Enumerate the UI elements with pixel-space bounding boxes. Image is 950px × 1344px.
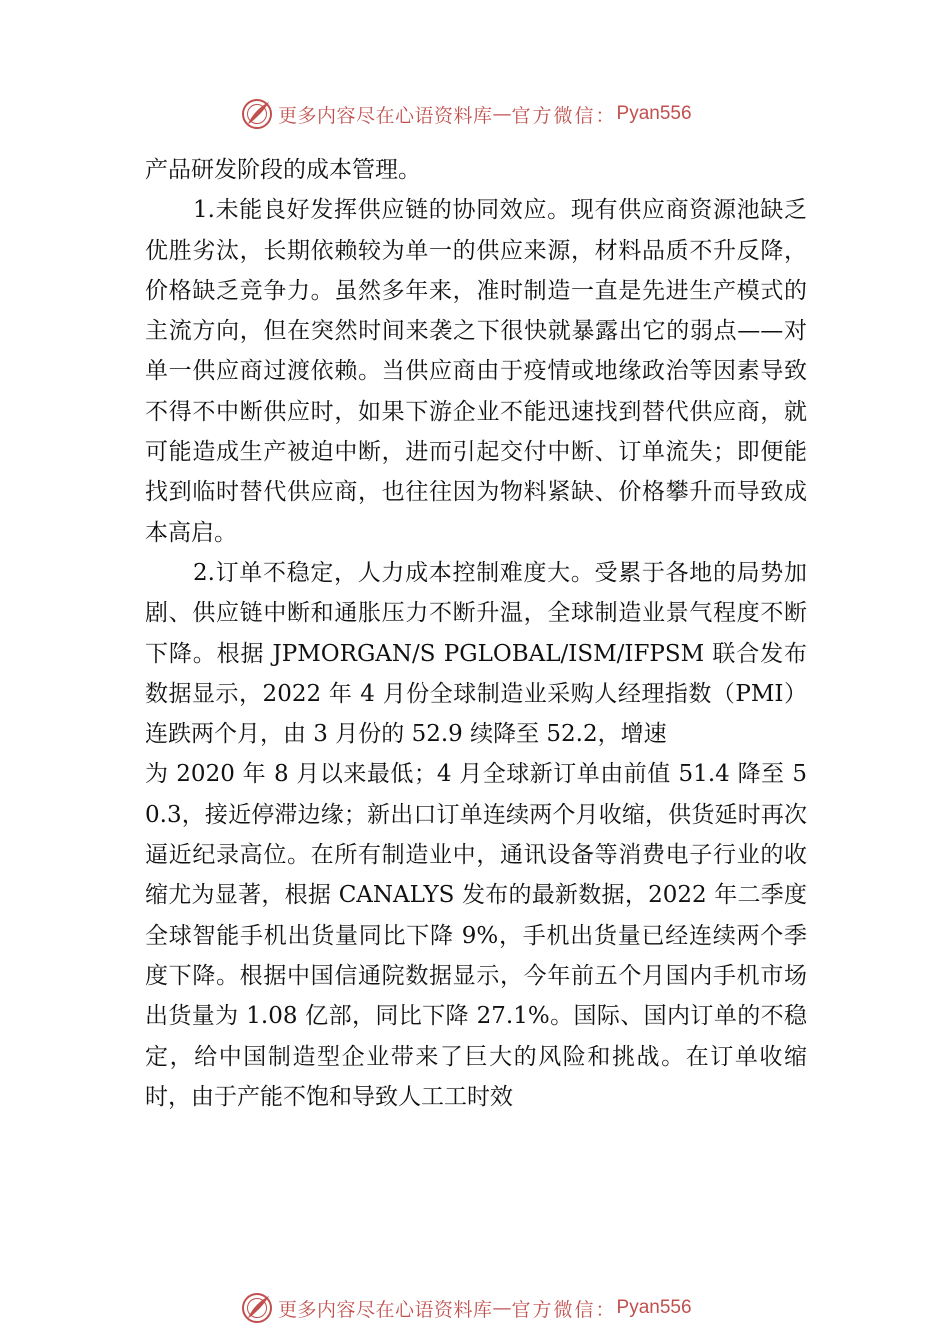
watermark-footer [240, 1290, 692, 1326]
watermark-separator: — [492, 1297, 512, 1319]
watermark-wechat-label: 官方微信： [511, 1298, 617, 1321]
watermark-wechat-label: 官方微信： [511, 104, 617, 127]
quill-logo-icon [240, 97, 274, 131]
paragraph-orders-continued: 为 2020 年 8 月以来最低；4 月全球新订单由前值 51.4 降至 50.3，接近停滞边缘；新出口订单连续两个月收缩，供货延时再次逼近纪录高位。在所有制造业中，通讯设备等消费电子行业的收缩尤为显著，根据 CANALYS 发布的最新数据，2022 年二季度全球智能手机出货量同比下降 9%，手机出货量已经连续两个季度下降。根据中国信通院数据显示，今年前五个月国内手机市场出货量为 1.08 亿部，同比下降 27.1%。国际、国内订单的不稳定，给中国制造型企业带来了巨大的风险和挑战。在订单收缩时，由于产能不饱和导致人工工时效 [145, 761, 807, 1110]
watermark-site-text: 更多内容尽在心语资料库 [278, 104, 493, 127]
quill-logo-icon [240, 1291, 274, 1325]
watermark-wechat-id: Pyan556 [616, 103, 692, 124]
watermark-wechat-id: Pyan556 [616, 1297, 692, 1318]
watermark-site-text: 更多内容尽在心语资料库 [278, 1298, 493, 1321]
document-body [145, 150, 807, 1117]
paragraph-orders: 2.订单不稳定，人力成本控制难度大。受累于各地的局势加剧、供应链中断和通胀压力不断升温，全球制造业景气程度不断下降。根据 JPMORGAN/S PGLOBAL/ISM/IFPSM 联合发布数据显示，2022 年 4 月份全球制造业采购人经理指数（PMI）连跌两个月，由 3 月份的 52.9 续降至 52.2，增速 [145, 559, 807, 748]
paragraph-supply-chain: 1.未能良好发挥供应链的协同效应。现有供应商资源池缺乏优胜劣汰，长期依赖较为单一的供应来源，材料品质不升反降，价格缺乏竞争力。虽然多年来，准时制造一直是先进生产模式的主流方向，但在突然时间来袭之下很快就暴露出它的弱点——对单一供应商过渡依赖。当供应商由于疫情或地缘政治等因素导致不得不中断供应时，如果下游企业不能迅速找到替代供应商，就可能造成生产被迫中断，进而引起交付中断、订单流失；即便能找到临时替代供应商，也往往因为物料紧缺、价格攀升而导致成本高启。 [145, 197, 807, 546]
watermark-header [240, 96, 692, 132]
paragraph-continuation: 产品研发阶段的成本管理。 [145, 157, 421, 183]
watermark-separator: — [492, 103, 512, 125]
